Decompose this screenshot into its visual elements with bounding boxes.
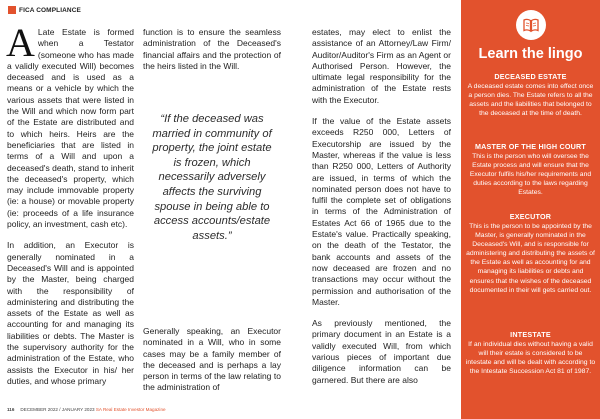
body-paragraph: If the value of the Estate assets exceeds R250 000, Letters of Executorship are issued by the Master, whereas if the value is less than R250 000, Letters of Authority are issued, in terms of which the nominated person does not have to fulfil the complete set of obligations in terms of the Administration of Estates Act 66 of 1965 due to the Estate's value. Practically speaking, on the death of the Testator, the bank accounts and assets of the now deceased are frozen and no transactions may occur without the permission and authorisation of the Master.: [312, 116, 451, 307]
glossary-term: EXECUTOR: [509, 212, 552, 221]
intro-paragraph: [6, 20, 134, 230]
glossary-definition: A deceased estate comes into effect once a person dies. The Estate refers to all the assets and the liabilities that belonged to the deceased at the time of death.: [467, 83, 594, 118]
book-icon: [516, 10, 546, 40]
glossary-entry: [465, 142, 596, 197]
glossary-term: INTESTATE: [510, 330, 551, 339]
body-paragraph: function is to ensure the seamless administration of the Deceased's financial affairs and the protection of the heirs listed in the Will.: [143, 27, 281, 71]
glossary-entry: [465, 72, 596, 118]
body-paragraph: In addition, an Executor is generally nominated in a Deceased's Will and is appointed by the Master, being charged with the responsibility of administering and distributing the assets of the Estate as well as accounting for and managing its liabilities or debts. The Master is the supervisory authority for the administration of the Estate, who assists the Executor in his/ her duties, and whose primary: [7, 240, 134, 386]
body-paragraph: As previously mentioned, the primary document in an Estate is a validly executed Will, from which various pieces of important due diligence information can be garnered. But there are also: [312, 318, 451, 385]
article-column-2-lower: [143, 326, 281, 404]
glossary-entry: [465, 212, 596, 295]
glossary-entry: [465, 330, 596, 376]
body-paragraph: Generally speaking, an Executor nominated in a Will, who in some cases may be a family member of the deceased and is perhaps a lay person in terms of the law relating to the administration of: [143, 326, 281, 393]
sidebar-title: Learn the lingo: [478, 46, 583, 62]
intro-text: Late Estate is formed when a Testator (someone who has made a validly executed Will) becomes deceased and is used as a means or a vehicle by which the various assets that were listed in the Will and which now form part of the Estate are distributed and to which heirs. Heirs are the beneficiaries that are listed in terms of a Will and upon a deceased's death, stand to inherit the deceased's property, which may include immovable property (ie: a house) or movable property (ie: proceeds of a life insurance policy, an investment, cash etc).: [7, 27, 134, 230]
section-header: [8, 4, 81, 16]
page-footer: [7, 407, 166, 412]
article-column-1: [6, 20, 134, 397]
glossary-sidebar: [461, 0, 600, 419]
glossary-definition: This is the person to be appointed by the Master, is generally nominated in the Deceased's Will, and is responsible for administering and distributing the assets of the Estate as well as accounting for and managing its liabilities or debts and ensures that the wishes of the deceased documented in their will gets carried out.: [466, 223, 595, 294]
body-paragraph: estates, may elect to enlist the assistance of an Attorney/Law Firm/ Auditor/Auditor's Firm as an Agent or Authorised Person. However, the ultimate legal responsibility for the administration of the Estate rests with the Executor.: [312, 27, 451, 105]
pull-quote: “If the deceased was married in community of property, the joint estate is frozen, which necessarily adversely affects the surviving spouse in being able to access accounts/estate assets.”: [152, 113, 272, 242]
article-column-3: [312, 27, 451, 396]
glossary-term: MASTER OF THE HIGH COURT: [474, 142, 586, 151]
glossary-definition: This is the person who will oversee the Estate process and will ensure that the Executor fulfils his/her requirements and duties according to the laws regarding Estates.: [469, 153, 592, 197]
glossary-definition: If an individual dies without having a valid will their estate is considered to be intestate and will be dealt with according to the Intestate Succession Act 81 of 1987.: [465, 341, 596, 376]
section-label: FICA COMPLIANCE: [19, 6, 81, 14]
page-number: 116: [7, 407, 15, 412]
magazine-name: SA Real Estate Investor Magazine: [95, 407, 166, 412]
article-column-2: [143, 27, 281, 82]
drop-cap: A: [6, 20, 35, 65]
section-marker-icon: [8, 6, 16, 14]
glossary-term: DECEASED ESTATE: [494, 72, 567, 81]
issue-date: DECEMBER 2022 / JANUARY 2023: [20, 407, 95, 412]
